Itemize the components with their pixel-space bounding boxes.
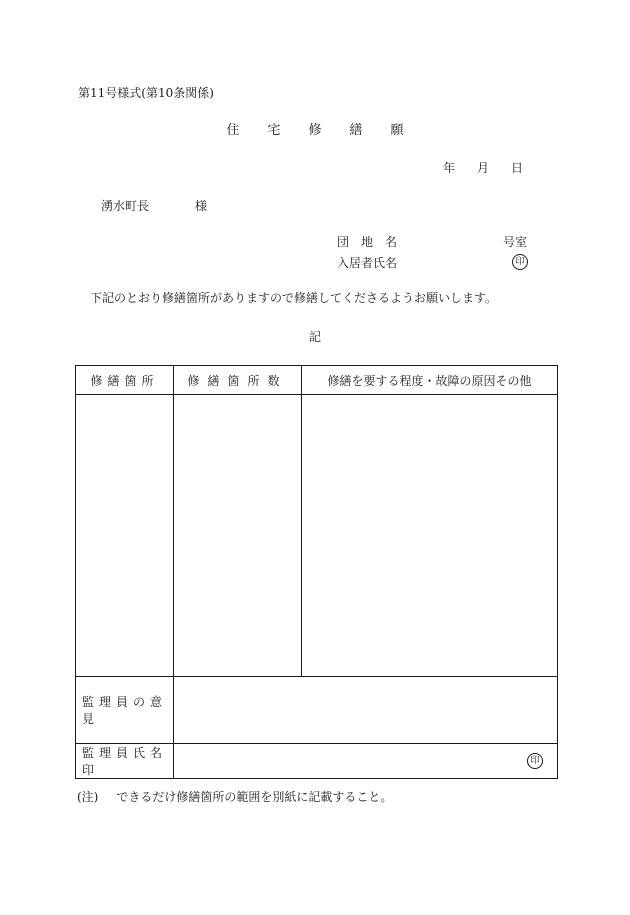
header-repair-location: 修繕箇所 bbox=[76, 366, 174, 395]
repair-details-cell[interactable] bbox=[302, 395, 558, 677]
addressee-honorific: 様 bbox=[195, 199, 208, 213]
repair-table bbox=[75, 365, 558, 779]
supervisor-opinion-row bbox=[76, 677, 558, 744]
resident-name-label: 入居者氏名 bbox=[337, 256, 398, 270]
table-entry-row bbox=[76, 395, 558, 677]
repair-count-cell[interactable] bbox=[174, 395, 302, 677]
addressee-name: 湧水町長 bbox=[101, 199, 150, 213]
footnote-text: できるだけ修繕箇所の範囲を別紙に記載すること。 bbox=[116, 790, 393, 804]
footnote-prefix: (注) bbox=[77, 790, 99, 804]
danchi-char: 地 bbox=[361, 235, 374, 249]
room-number-suffix: 号室 bbox=[503, 235, 528, 249]
addressee-line bbox=[101, 200, 207, 212]
date-line bbox=[443, 162, 523, 174]
supervisor-signature-label: 監理員氏名印 bbox=[76, 744, 174, 779]
title-char: 願 bbox=[390, 123, 404, 138]
supervisor-opinion-label: 監理員の意見 bbox=[76, 677, 174, 744]
footnote bbox=[77, 791, 392, 803]
date-month: 月 bbox=[477, 161, 490, 175]
danchi-char: 名 bbox=[385, 235, 398, 249]
table-header-row bbox=[76, 366, 558, 395]
title-char: 繕 bbox=[349, 123, 363, 138]
title-char: 住 bbox=[226, 123, 240, 138]
title-char: 修 bbox=[308, 123, 322, 138]
header-repair-count: 修繕箇所数 bbox=[174, 366, 302, 395]
ki-label: 記 bbox=[308, 330, 321, 344]
title-char: 宅 bbox=[267, 123, 281, 138]
resident-seal-icon: 印 bbox=[512, 254, 528, 270]
supervisor-opinion-cell[interactable] bbox=[174, 677, 558, 744]
date-day: 日 bbox=[511, 161, 524, 175]
form-number: 第11号様式(第10条関係) bbox=[78, 86, 214, 100]
header-repair-details: 修繕を要する程度・故障の原因その他 bbox=[302, 366, 558, 395]
danchi-char: 団 bbox=[337, 235, 350, 249]
request-text: 下記のとおり修繕箇所がありますので修繕してくださるようお願いします。 bbox=[90, 291, 498, 305]
supervisor-signature-cell[interactable] bbox=[174, 744, 558, 779]
supervisor-signature-row bbox=[76, 744, 558, 779]
document-title bbox=[0, 124, 630, 137]
danchi-name-label bbox=[337, 236, 409, 248]
supervisor-seal-icon: 印 bbox=[527, 753, 543, 769]
date-year: 年 bbox=[443, 161, 456, 175]
repair-location-cell[interactable] bbox=[76, 395, 174, 677]
